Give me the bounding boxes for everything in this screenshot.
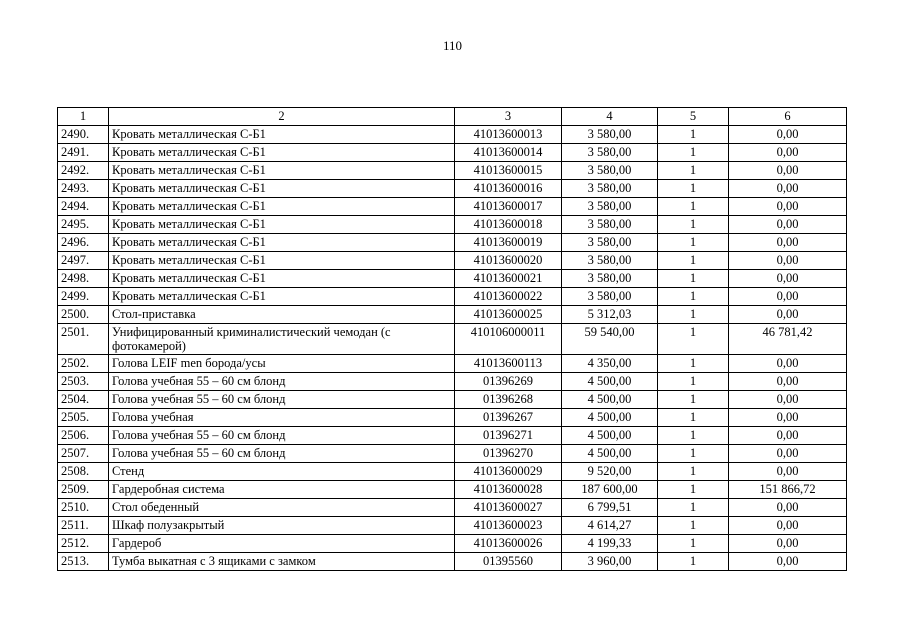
quantity: 1	[658, 252, 729, 270]
cost: 3 580,00	[562, 270, 658, 288]
cost: 3 580,00	[562, 144, 658, 162]
item-name: Голова учебная	[109, 409, 455, 427]
item-name: Тумба выкатная с 3 ящиками с замком	[109, 553, 455, 571]
item-name: Унифицированный криминалистический чемодан (с фотокамерой)	[109, 324, 455, 355]
quantity: 1	[658, 126, 729, 144]
item-name: Стол обеденный	[109, 499, 455, 517]
inventory-number: 01396269	[455, 373, 562, 391]
residual-value: 151 866,72	[729, 481, 847, 499]
item-name: Кровать металлическая С-Б1	[109, 216, 455, 234]
residual-value: 0,00	[729, 355, 847, 373]
residual-value: 0,00	[729, 445, 847, 463]
table-row	[58, 180, 847, 198]
residual-value: 0,00	[729, 144, 847, 162]
row-number: 2508.	[58, 463, 109, 481]
row-number: 2499.	[58, 288, 109, 306]
item-name: Шкаф полузакрытый	[109, 517, 455, 535]
cost: 3 580,00	[562, 288, 658, 306]
cost: 9 520,00	[562, 463, 658, 481]
cost: 4 500,00	[562, 373, 658, 391]
item-name: Кровать металлическая С-Б1	[109, 180, 455, 198]
quantity: 1	[658, 517, 729, 535]
row-number: 2490.	[58, 126, 109, 144]
table-row	[58, 463, 847, 481]
table-row	[58, 445, 847, 463]
item-name: Кровать металлическая С-Б1	[109, 198, 455, 216]
quantity: 1	[658, 324, 729, 355]
item-name: Голова учебная 55 – 60 см блонд	[109, 391, 455, 409]
row-number: 2494.	[58, 198, 109, 216]
inventory-number: 41013600018	[455, 216, 562, 234]
column-header: 3	[455, 108, 562, 126]
inventory-number: 01396267	[455, 409, 562, 427]
table-row	[58, 234, 847, 252]
table-row	[58, 252, 847, 270]
residual-value: 0,00	[729, 499, 847, 517]
item-name: Голова учебная 55 – 60 см блонд	[109, 427, 455, 445]
cost: 187 600,00	[562, 481, 658, 499]
quantity: 1	[658, 288, 729, 306]
quantity: 1	[658, 391, 729, 409]
quantity: 1	[658, 481, 729, 499]
quantity: 1	[658, 499, 729, 517]
cost: 4 350,00	[562, 355, 658, 373]
item-name: Кровать металлическая С-Б1	[109, 270, 455, 288]
table-row	[58, 126, 847, 144]
cost: 4 614,27	[562, 517, 658, 535]
residual-value: 0,00	[729, 288, 847, 306]
column-header: 5	[658, 108, 729, 126]
residual-value: 0,00	[729, 553, 847, 571]
table-row	[58, 409, 847, 427]
row-number: 2493.	[58, 180, 109, 198]
inventory-number: 41013600023	[455, 517, 562, 535]
cost: 3 580,00	[562, 234, 658, 252]
residual-value: 0,00	[729, 162, 847, 180]
cost: 3 580,00	[562, 216, 658, 234]
inventory-number: 41013600025	[455, 306, 562, 324]
cost: 59 540,00	[562, 324, 658, 355]
residual-value: 0,00	[729, 198, 847, 216]
inventory-number: 41013600113	[455, 355, 562, 373]
row-number: 2496.	[58, 234, 109, 252]
table-row	[58, 427, 847, 445]
residual-value: 0,00	[729, 463, 847, 481]
quantity: 1	[658, 162, 729, 180]
row-number: 2498.	[58, 270, 109, 288]
residual-value: 0,00	[729, 427, 847, 445]
cost: 4 199,33	[562, 535, 658, 553]
cost: 4 500,00	[562, 427, 658, 445]
table-row	[58, 391, 847, 409]
quantity: 1	[658, 216, 729, 234]
row-number: 2507.	[58, 445, 109, 463]
inventory-number: 41013600016	[455, 180, 562, 198]
column-header: 6	[729, 108, 847, 126]
inventory-number: 41013600020	[455, 252, 562, 270]
residual-value: 0,00	[729, 234, 847, 252]
inventory-number: 01396268	[455, 391, 562, 409]
item-name: Кровать металлическая С-Б1	[109, 288, 455, 306]
table-row	[58, 306, 847, 324]
row-number: 2504.	[58, 391, 109, 409]
inventory-number: 01396271	[455, 427, 562, 445]
quantity: 1	[658, 198, 729, 216]
quantity: 1	[658, 270, 729, 288]
cost: 3 580,00	[562, 126, 658, 144]
inventory-number: 410106000011	[455, 324, 562, 355]
item-name: Кровать металлическая С-Б1	[109, 144, 455, 162]
item-name: Голова учебная 55 – 60 см блонд	[109, 445, 455, 463]
inventory-number: 41013600015	[455, 162, 562, 180]
page-number: 110	[442, 38, 463, 53]
row-number: 2495.	[58, 216, 109, 234]
inventory-number: 41013600026	[455, 535, 562, 553]
quantity: 1	[658, 144, 729, 162]
cost: 3 960,00	[562, 553, 658, 571]
table-row	[58, 144, 847, 162]
cost: 4 500,00	[562, 445, 658, 463]
item-name: Кровать металлическая С-Б1	[109, 162, 455, 180]
inventory-table	[57, 107, 847, 571]
table-row	[58, 553, 847, 571]
quantity: 1	[658, 409, 729, 427]
row-number: 2512.	[58, 535, 109, 553]
inventory-number: 41013600022	[455, 288, 562, 306]
cost: 4 500,00	[562, 391, 658, 409]
item-name: Кровать металлическая С-Б1	[109, 252, 455, 270]
residual-value: 0,00	[729, 180, 847, 198]
table-row	[58, 216, 847, 234]
inventory-number: 41013600029	[455, 463, 562, 481]
row-number: 2500.	[58, 306, 109, 324]
residual-value: 0,00	[729, 391, 847, 409]
cost: 3 580,00	[562, 252, 658, 270]
row-number: 2502.	[58, 355, 109, 373]
quantity: 1	[658, 373, 729, 391]
cost: 3 580,00	[562, 180, 658, 198]
quantity: 1	[658, 553, 729, 571]
table-row	[58, 355, 847, 373]
row-number: 2513.	[58, 553, 109, 571]
item-name: Кровать металлическая С-Б1	[109, 126, 455, 144]
quantity: 1	[658, 180, 729, 198]
row-number: 2491.	[58, 144, 109, 162]
residual-value: 0,00	[729, 535, 847, 553]
residual-value: 0,00	[729, 306, 847, 324]
residual-value: 0,00	[729, 517, 847, 535]
cost: 6 799,51	[562, 499, 658, 517]
quantity: 1	[658, 463, 729, 481]
table-row	[58, 324, 847, 355]
quantity: 1	[658, 355, 729, 373]
table-row	[58, 481, 847, 499]
cost: 5 312,03	[562, 306, 658, 324]
row-number: 2492.	[58, 162, 109, 180]
residual-value: 0,00	[729, 270, 847, 288]
cost: 3 580,00	[562, 162, 658, 180]
row-number: 2511.	[58, 517, 109, 535]
inventory-number: 01395560	[455, 553, 562, 571]
item-name: Стенд	[109, 463, 455, 481]
item-name: Голова учебная 55 – 60 см блонд	[109, 373, 455, 391]
row-number: 2505.	[58, 409, 109, 427]
item-name: Стол-приставка	[109, 306, 455, 324]
item-name: Голова LEIF men борода/усы	[109, 355, 455, 373]
table-row	[58, 517, 847, 535]
column-header: 4	[562, 108, 658, 126]
residual-value: 0,00	[729, 216, 847, 234]
inventory-number: 41013600028	[455, 481, 562, 499]
item-name: Гардероб	[109, 535, 455, 553]
inventory-number: 01396270	[455, 445, 562, 463]
residual-value: 46 781,42	[729, 324, 847, 355]
cost: 4 500,00	[562, 409, 658, 427]
quantity: 1	[658, 445, 729, 463]
item-name: Гардеробная система	[109, 481, 455, 499]
table-row	[58, 373, 847, 391]
column-header: 1	[58, 108, 109, 126]
table-row	[58, 288, 847, 306]
table-row	[58, 162, 847, 180]
table-row	[58, 198, 847, 216]
inventory-number: 41013600019	[455, 234, 562, 252]
inventory-number: 41013600021	[455, 270, 562, 288]
table-row	[58, 270, 847, 288]
table-row	[58, 499, 847, 517]
inventory-number: 41013600017	[455, 198, 562, 216]
inventory-number: 41013600027	[455, 499, 562, 517]
inventory-number: 41013600013	[455, 126, 562, 144]
row-number: 2506.	[58, 427, 109, 445]
residual-value: 0,00	[729, 252, 847, 270]
table-header-row	[58, 108, 847, 126]
cost: 3 580,00	[562, 198, 658, 216]
row-number: 2497.	[58, 252, 109, 270]
row-number: 2501.	[58, 324, 109, 355]
inventory-number: 41013600014	[455, 144, 562, 162]
row-number: 2510.	[58, 499, 109, 517]
item-name: Кровать металлическая С-Б1	[109, 234, 455, 252]
quantity: 1	[658, 427, 729, 445]
residual-value: 0,00	[729, 409, 847, 427]
table-row	[58, 535, 847, 553]
quantity: 1	[658, 535, 729, 553]
residual-value: 0,00	[729, 126, 847, 144]
residual-value: 0,00	[729, 373, 847, 391]
row-number: 2509.	[58, 481, 109, 499]
quantity: 1	[658, 234, 729, 252]
quantity: 1	[658, 306, 729, 324]
column-header: 2	[109, 108, 455, 126]
row-number: 2503.	[58, 373, 109, 391]
